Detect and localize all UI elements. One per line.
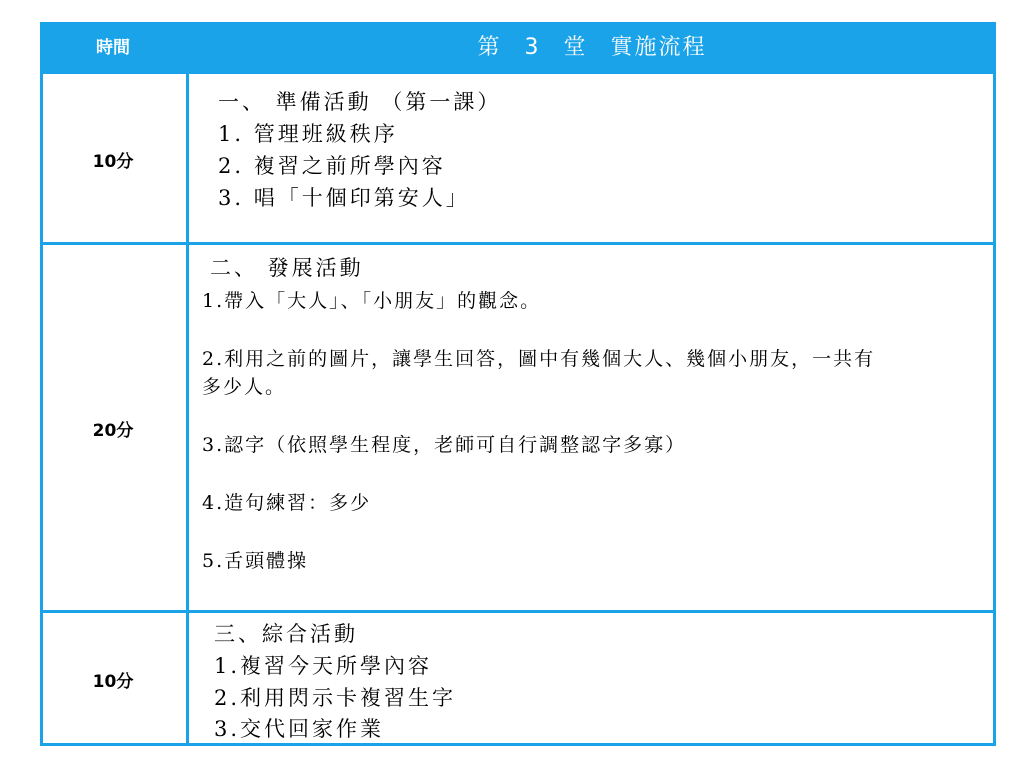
row-time: 10分: [92, 671, 134, 692]
header-time-label: 時間: [96, 38, 130, 58]
content-line: 2.利用之前的圖片，讓學生回答，圖中有幾個大人、幾個小朋友，一共有: [202, 348, 876, 370]
row-time: 10分: [92, 151, 134, 172]
content-line: 3.交代回家作業: [214, 717, 385, 741]
content-line: 5.舌頭體操: [202, 550, 309, 572]
content-line: 多少人。: [202, 376, 287, 398]
content-line: 1.複習今天所學內容: [214, 654, 433, 678]
section-heading: 一、 準備活動 （第一課）: [218, 90, 502, 114]
table-row: [40, 244, 996, 612]
lesson-plan-table: [40, 22, 996, 746]
table-header: [40, 22, 996, 74]
table-row: [40, 74, 996, 244]
content-line: 1. 管理班級秩序: [218, 122, 398, 146]
row-divider: [40, 242, 996, 245]
row-content: [188, 612, 994, 746]
section-heading: 三、綜合活動: [214, 622, 358, 646]
content-line: 3. 唱「十個印第安人」: [218, 186, 470, 210]
table-left-border: [40, 74, 43, 746]
content-line: 4.造句練習：多少: [202, 492, 372, 514]
row-divider: [40, 610, 996, 613]
table-bottom-border: [40, 743, 996, 746]
content-line: 2. 複習之前所學內容: [218, 154, 446, 178]
table-row: [40, 612, 996, 746]
column-divider: [186, 74, 189, 746]
row-content: [188, 244, 994, 612]
content-line: 2.利用閃示卡複習生字: [214, 686, 457, 710]
content-line: 3.認字（依照學生程度，老師可自行調整認字多寡）: [202, 434, 687, 456]
content-line: 1.帶入「大人」、「小朋友」的觀念。: [202, 290, 542, 312]
table-right-border: [993, 74, 996, 746]
header-title: 第 3 堂 實施流程: [477, 35, 707, 60]
row-content: [188, 74, 994, 244]
section-heading: 二、 發展活動: [210, 256, 364, 280]
row-time: 20分: [92, 420, 134, 441]
